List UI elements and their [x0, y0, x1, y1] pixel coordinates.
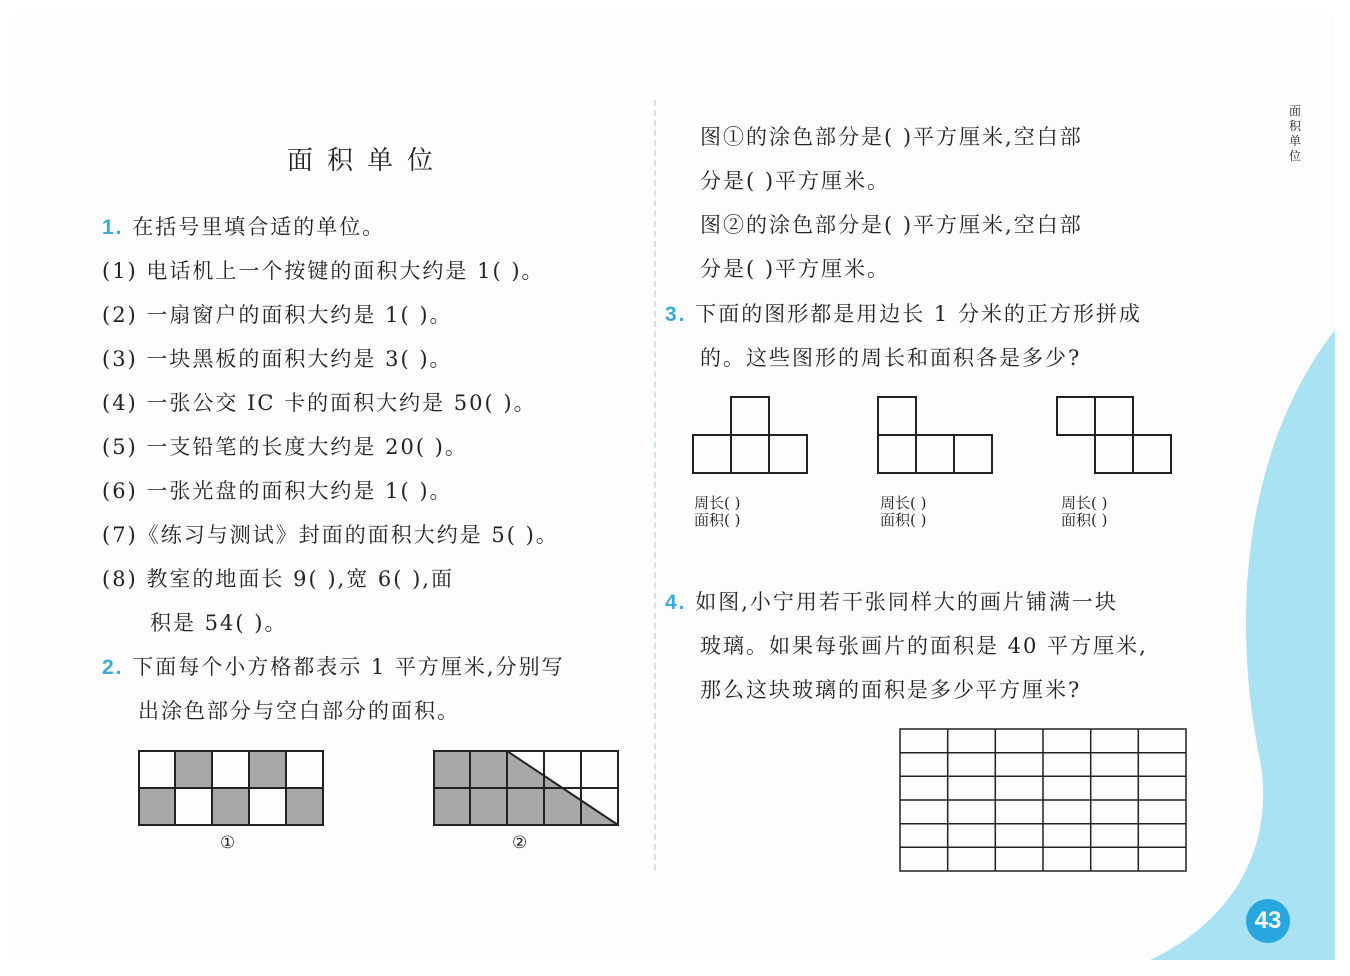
q3-line-2: 的。这些图形的周长和面积各是多少?	[700, 346, 1082, 370]
q1-header	[102, 211, 385, 241]
q3-perimeter-3: 周长( )	[1061, 494, 1108, 512]
q4-text-1: 如图,小宁用若干张同样大的画片铺满一块	[695, 590, 1118, 614]
q2-number: 2.	[102, 656, 124, 679]
q3-shape-2	[877, 396, 995, 476]
q2-line-2: 出涂色部分与空白部分的面积。	[138, 699, 460, 723]
q3-line-1	[665, 298, 1142, 328]
q4-line-3: 那么这块玻璃的面积是多少平方厘米?	[700, 678, 1082, 702]
q1-item-5: (5) 一支铅笔的长度大约是 20( )。	[102, 435, 468, 459]
q4-number: 4.	[665, 591, 687, 614]
q1-item-4: (4) 一张公交 IC 卡的面积大约是 50( )。	[102, 391, 537, 415]
q2-figure-1	[138, 750, 324, 826]
q3-answer-3	[1061, 495, 1107, 529]
q2-answer-3: 图②的涂色部分是( )平方厘米,空白部	[700, 213, 1083, 237]
q3-shape-1	[692, 396, 810, 476]
q2-answer-1: 图①的涂色部分是( )平方厘米,空白部	[700, 125, 1083, 149]
q3-area-2: 面积( )	[880, 511, 927, 529]
q1-prompt: 在括号里填合适的单位。	[132, 215, 386, 239]
page-title: 面积单位	[287, 146, 448, 176]
q2-label-1: ①	[220, 833, 236, 853]
q2-line-1	[102, 651, 565, 681]
page-number-badge: 43	[1246, 899, 1290, 943]
q3-perimeter-1: 周长( )	[694, 494, 741, 512]
q3-answer-2	[880, 495, 926, 529]
q2-answer-4: 分是( )平方厘米。	[700, 257, 891, 281]
q3-area-1: 面积( )	[694, 511, 741, 529]
q4-line-1	[665, 586, 1118, 616]
q1-item-7: (7)《练习与测试》封面的面积大约是 5( )。	[102, 523, 559, 547]
q1-item-1: (1) 电话机上一个按键的面积大约是 1( )。	[102, 259, 545, 283]
q1-item-8: (8) 教室的地面长 9( ),宽 6( ),面	[102, 567, 454, 591]
q3-answer-1	[694, 495, 740, 529]
q2-figure-2	[433, 750, 619, 826]
q3-shape-3	[1056, 396, 1174, 476]
q2-text-1: 下面每个小方格都表示 1 平方厘米,分别写	[132, 655, 565, 679]
q4-glass-grid	[899, 728, 1189, 874]
q2-label-2: ②	[512, 833, 528, 853]
q4-line-2: 玻璃。如果每张画片的面积是 40 平方厘米,	[700, 634, 1148, 658]
page-divider	[654, 100, 656, 870]
q3-perimeter-2: 周长( )	[880, 494, 927, 512]
q1-item-6: (6) 一张光盘的面积大约是 1( )。	[102, 479, 453, 503]
side-title: 面积单位	[1288, 104, 1301, 163]
q3-text-1: 下面的图形都是用边长 1 分米的正方形拼成	[695, 302, 1142, 326]
q1-number: 1.	[102, 216, 124, 239]
q3-number: 3.	[665, 303, 687, 326]
q2-answer-2: 分是( )平方厘米。	[700, 169, 891, 193]
q1-item-8-cont: 积是 54( )。	[150, 611, 288, 635]
q1-item-2: (2) 一扇窗户的面积大约是 1( )。	[102, 303, 453, 327]
q3-area-3: 面积( )	[1061, 511, 1108, 529]
q1-item-3: (3) 一块黑板的面积大约是 3( )。	[102, 347, 453, 371]
